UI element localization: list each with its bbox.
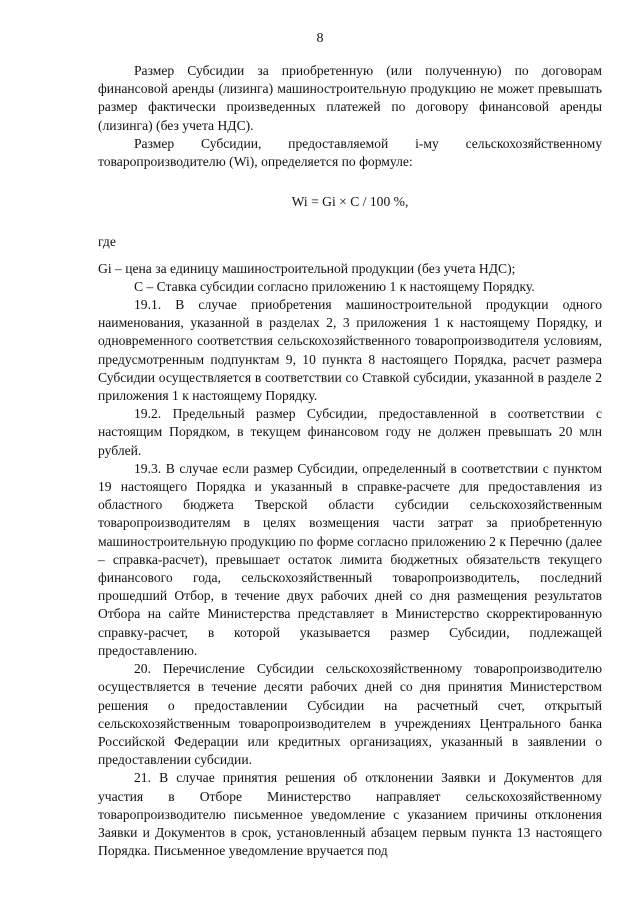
- definition-gi: Gi – цена за единицу машиностроительной продукции (без учета НДС);: [98, 260, 516, 276]
- clause-20: 20. Перечисление Субсидии сельскохозяйственному товаропроизводителю осуществляется в течение десяти рабочих дней со дня принятия Министерством решения о предоставлении Субсидии на расчетный счет, открытый сельскохозяйственным товаропроизводителем в учреждениях Центрального банка Российской Федерации или кредитных организациях, указанный в заявлении о предоставлении субсидии.: [98, 661, 602, 768]
- clause-19-3: 19.3. В случае если размер Субсидии, определенный в соответствии с пунктом 19 настоящего Порядка и указанный в справке-расчете для предоставления из областного бюджета Тверской области субсидии сельскохозяйственным товаропроизводителям в целях возмещения части затрат за приобретенную машиностроительную продукцию по форме согласно приложению 2 к Перечню (далее – справка-расчет), превышает остаток лимита бюджетных обязательств текущего финансового года, сельскохозяйственный товаропроизводитель, последний прошедший Отбор, в течение двух рабочих дней со дня размещения результатов Отбора на сайте Министерства представляет в Министерство скорректированную справку-расчет, в которой указывается размер Субсидии, подлежащей предоставлению.: [98, 460, 602, 658]
- clause-19-1: 19.1. В случае приобретения машиностроительной продукции одного наименования, указанной в разделах 2, 3 приложения 1 к настоящему Порядку, и одновременного соответствия сельскохозяйственного товаропроизводителя условиям, предусмотренным подпунктам 9, 10 пункта 8 настоящего Порядка, расчет размера Субсидии осуществляется в соответствии со Ставкой субсидии, указанной в разделе 2 приложения 1 к настоящему Порядку.: [98, 297, 602, 404]
- definition-c: C – Ставка субсидии согласно приложению 1 к настоящему Порядку.: [134, 278, 535, 294]
- page-number: 8: [316, 31, 324, 46]
- paragraph-subsidy-leasing-limit: Размер Субсидии за приобретенную (или полученную) по договорам финансовой аренды (лизинга) машиностроительную продукцию не может превышать размер фактически произведенных платежей по договору финансовой аренды (лизинга) (без учета НДС).: [98, 63, 602, 133]
- clause-21: 21. В случае принятия решения об отклонении Заявки и Документов для участия в Отборе Министерство направляет сельскохозяйственному товаропроизводителю письменное уведомление с указанием причины отклонения Заявки и Документов в срок, установленный абзацем первым пункта 13 настоящего Порядка. Письменное уведомление вручается под: [98, 770, 602, 859]
- formula: Wi = Gi × C / 100 %,: [291, 194, 409, 210]
- paragraph-subsidy-formula-intro: Размер Субсидии, предоставляемой i-му сельскохозяйственному товаропроизводителю (Wi), определяется по формуле:: [98, 135, 602, 170]
- where-label: где: [98, 234, 116, 250]
- document-body: [98, 62, 602, 860]
- clause-19-2: 19.2. Предельный размер Субсидии, предоставленной в соответствии с настоящим Порядком, в текущем финансовом году не должен превышать 20 млн рублей.: [98, 406, 602, 458]
